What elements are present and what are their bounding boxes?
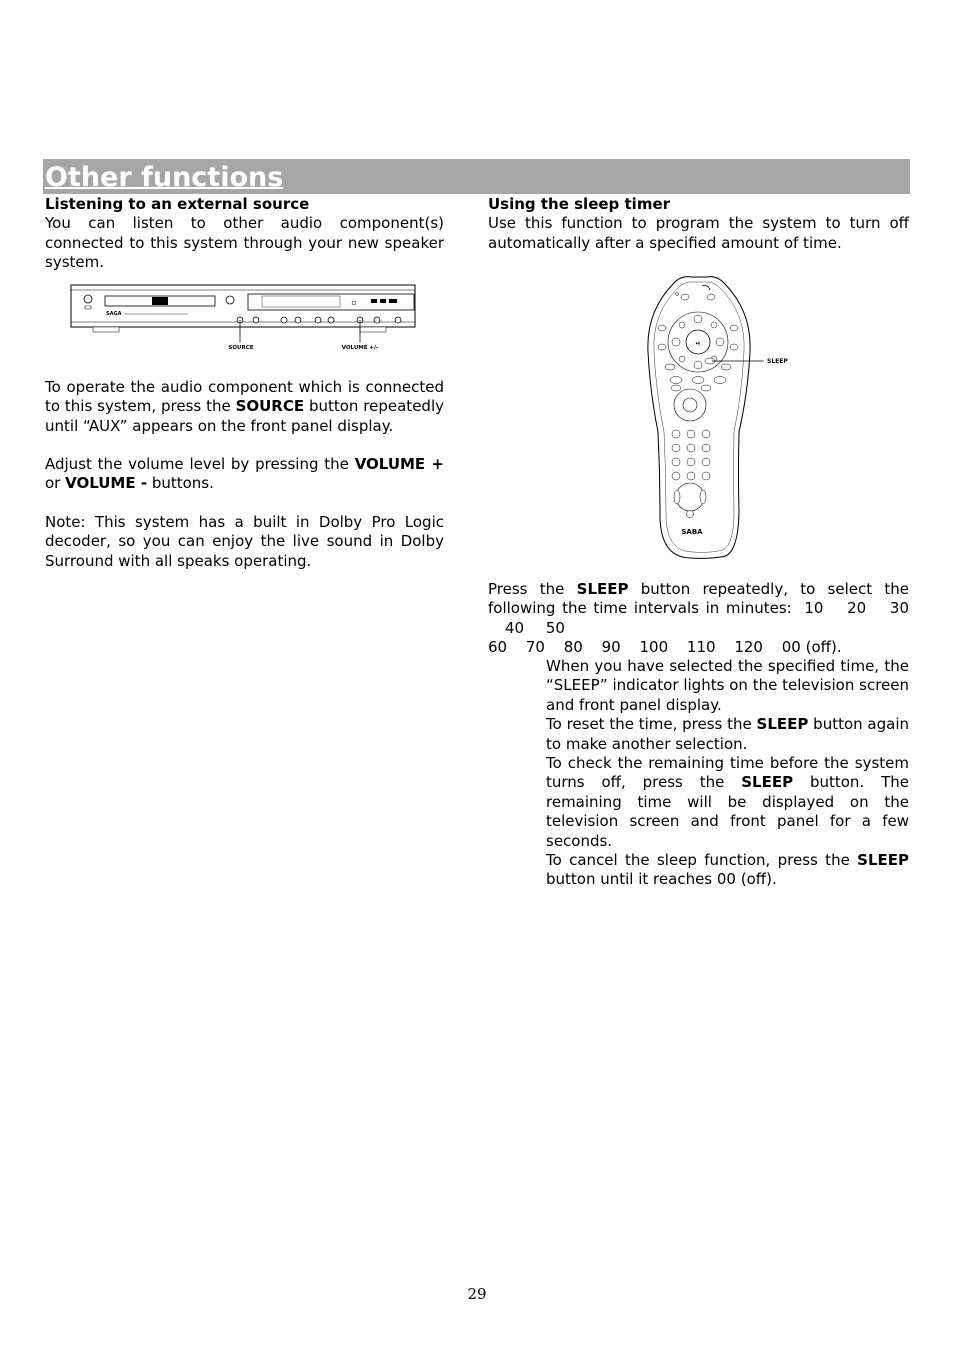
- note-check: To check the remaining time before the system turns off, press the SLEEP button. The remaining time will be displayed on the television screen and front panel for a few seconds.: [546, 754, 909, 850]
- section-title-bar: [43, 159, 910, 194]
- note-cancel: To cancel the sleep function, press the SLEEP button until it reaches 00 (off).: [546, 851, 909, 889]
- intervals-row-1: 10 20 30 40 50: [505, 599, 909, 637]
- callout-sleep: SLEEP: [767, 358, 788, 365]
- front-panel-figure: [68, 282, 420, 354]
- right-notes: [546, 657, 909, 890]
- left-paragraph-note: Note: This system has a built in Dolby Pro Logic decoder, so you can enjoy the live sound in Dolby Surround with all speaks operating.: [45, 513, 444, 570]
- page-number: 29: [467, 1285, 487, 1303]
- right-column-intro: [488, 195, 909, 253]
- remote-control-figure: [640, 272, 800, 562]
- note-indicator: When you have selected the specified time, the “SLEEP” indicator lights on the television screen and front panel display.: [546, 657, 909, 714]
- left-column-intro: [45, 195, 444, 273]
- callout-volume: VOLUME +/-: [341, 345, 379, 351]
- unit-brand: SAGA: [106, 311, 122, 317]
- left-intro: You can listen to other audio component(s) connected to this system through your new speaker system.: [45, 214, 444, 272]
- left-paragraph-operate: To operate the audio component which is connected to this system, press the SOURCE button repeatedly until “AUX” appears on the front panel display.: [45, 378, 444, 435]
- callout-source: SOURCE: [228, 345, 254, 351]
- note-reset: To reset the time, press the SLEEP button again to make another selection.: [546, 715, 910, 753]
- right-paragraph-press: Press the SLEEP button repeatedly, to select the following the time intervals in minutes: 10 20 30 40 50 60 70 80 90 100 110 120 00 (off).: [488, 580, 909, 657]
- left-paragraph-volume: Adjust the volume level by pressing the VOLUME + or VOLUME - buttons.: [45, 455, 444, 493]
- intervals-row-2: 60 70 80 90 100 110 120 00 (off).: [488, 638, 842, 657]
- right-heading: Using the sleep timer: [488, 195, 671, 213]
- remote-brand: SABA: [681, 528, 703, 536]
- right-intro: Use this function to program the system to turn off automatically after a specified amount of time.: [488, 214, 909, 252]
- left-heading: Listening to an external source: [45, 195, 310, 213]
- svg-text:⏯: ⏯: [695, 340, 701, 347]
- page-title: Other functions: [45, 162, 284, 193]
- power-knob: [84, 295, 92, 303]
